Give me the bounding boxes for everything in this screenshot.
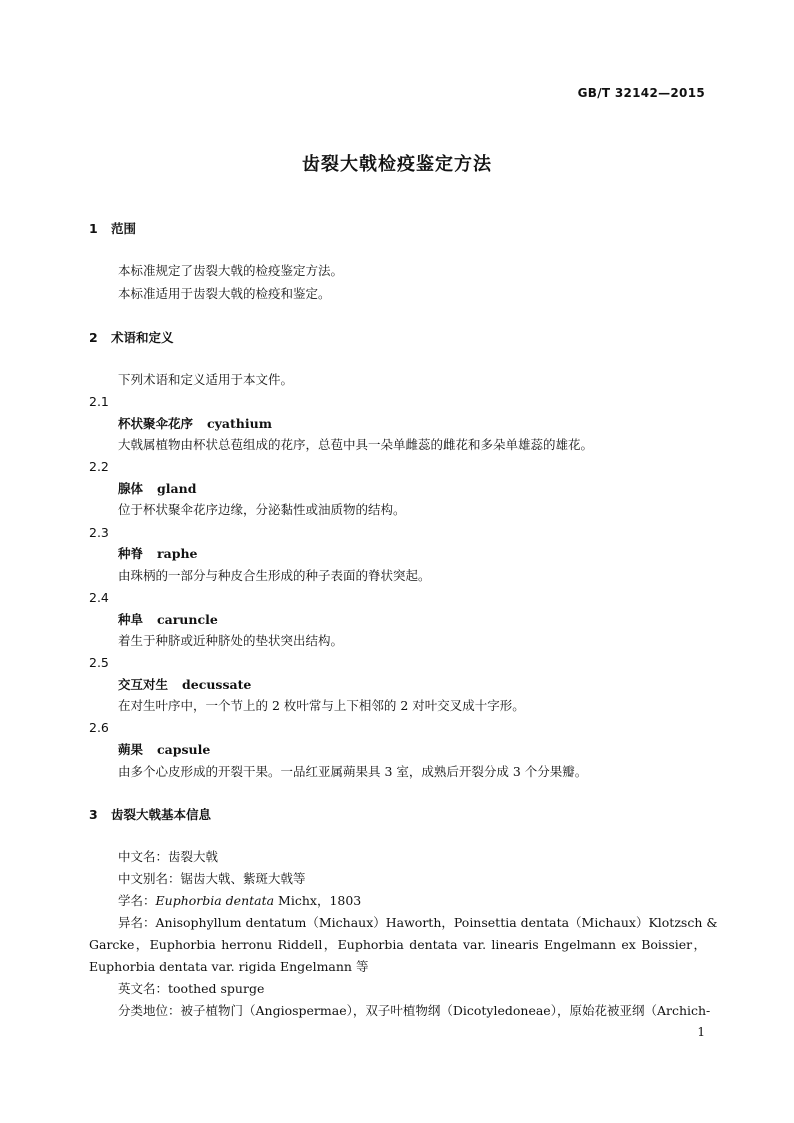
term-title: [118, 612, 218, 628]
term-number: 2.4: [89, 590, 109, 605]
english-name: 英文名：toothed spurge: [118, 981, 265, 996]
scientific-name: [118, 893, 361, 909]
term-definition: 由多个心皮形成的开裂干果。一品红亚属蒴果具 3 室，成熟后开裂分成 3 个分果瓣。: [118, 764, 588, 779]
term-zh: 杯状聚伞花序: [118, 416, 194, 431]
term-zh: 蒴果: [118, 742, 144, 757]
section-3-heading: [89, 807, 211, 823]
scope-line-1: 本标准规定了齿裂大戟的检疫鉴定方法。: [118, 263, 344, 278]
term-number: 2.6: [89, 720, 109, 735]
terms-intro: 下列术语和定义适用于本文件。: [118, 372, 294, 387]
chinese-alias: 中文别名：锯齿大戟、紫斑大戟等: [118, 871, 306, 886]
term-number: 2.1: [89, 394, 109, 409]
term-title: [118, 546, 197, 562]
term-zh: 种阜: [118, 612, 144, 627]
term-definition: 位于杯状聚伞花序边缘，分泌黏性或油质物的结构。: [118, 502, 406, 517]
sci-name-italic: Euphorbia dentata: [155, 893, 275, 908]
term-title: [118, 742, 210, 758]
term-definition: 大戟属植物由杯状总苞组成的花序，总苞中具一朵单雌蕊的雌花和多朵单雄蕊的雄花。: [118, 437, 594, 452]
term-definition: 由珠柄的一部分与种皮合生形成的种子表面的脊状突起。: [118, 568, 431, 583]
term-en: gland: [157, 481, 197, 496]
term-number: 2.2: [89, 459, 109, 474]
term-zh: 种脊: [118, 546, 144, 561]
section-2-heading: [89, 330, 174, 346]
term-definition: 着生于种脐或近种脐处的垫状突出结构。: [118, 633, 344, 648]
term-zh: 腺体: [118, 481, 144, 496]
synonym-line-3: Euphorbia dentata var. rigida Engelmann 等: [89, 959, 369, 974]
term-title: [118, 481, 196, 497]
page-title: 齿裂大戟检疫鉴定方法: [302, 154, 492, 175]
term-zh: 交互对生: [118, 677, 169, 692]
term-en: caruncle: [157, 612, 218, 627]
sci-prefix: 学名：: [118, 893, 156, 908]
section-1-heading: [89, 221, 136, 237]
term-number: 2.3: [89, 525, 109, 540]
section-number: 3: [89, 807, 98, 822]
standard-code: GB/T 32142—2015: [577, 86, 705, 100]
term-definition: 在对生叶序中，一个节上的 2 枚叶常与上下相邻的 2 对叶交叉成十字形。: [118, 698, 525, 713]
term-title: [118, 677, 251, 693]
scope-line-2: 本标准适用于齿裂大戟的检疫和鉴定。: [118, 286, 331, 301]
section-title: 齿裂大戟基本信息: [111, 807, 212, 822]
term-number: 2.5: [89, 655, 109, 670]
term-title: [118, 416, 272, 432]
page-number: 1: [697, 1025, 705, 1039]
taxonomy-line: 分类地位：被子植物门（Angiospermae），双子叶植物纲（Dicotyledoneae），原始花被亚纲（Archich-: [118, 1003, 711, 1018]
section-title: 术语和定义: [111, 330, 174, 345]
section-number: 2: [89, 330, 98, 345]
section-title: 范围: [111, 221, 137, 236]
term-en: decussate: [182, 677, 252, 692]
term-en: raphe: [157, 546, 198, 561]
term-en: cyathium: [207, 416, 272, 431]
chinese-name: 中文名：齿裂大戟: [118, 849, 219, 864]
term-en: capsule: [157, 742, 211, 757]
section-number: 1: [89, 221, 98, 236]
sci-author: Michx，1803: [274, 893, 362, 908]
synonym-line-2: Garcke，Euphorbia herronu Riddell，Euphorbia dentata var. linearis Engelmann ex Boissier，: [89, 937, 706, 952]
synonym-line-1: 异名：Anisophyllum dentatum（Michaux）Haworth，Poinsettia dentata（Michaux）Klotzsch &: [118, 915, 718, 930]
